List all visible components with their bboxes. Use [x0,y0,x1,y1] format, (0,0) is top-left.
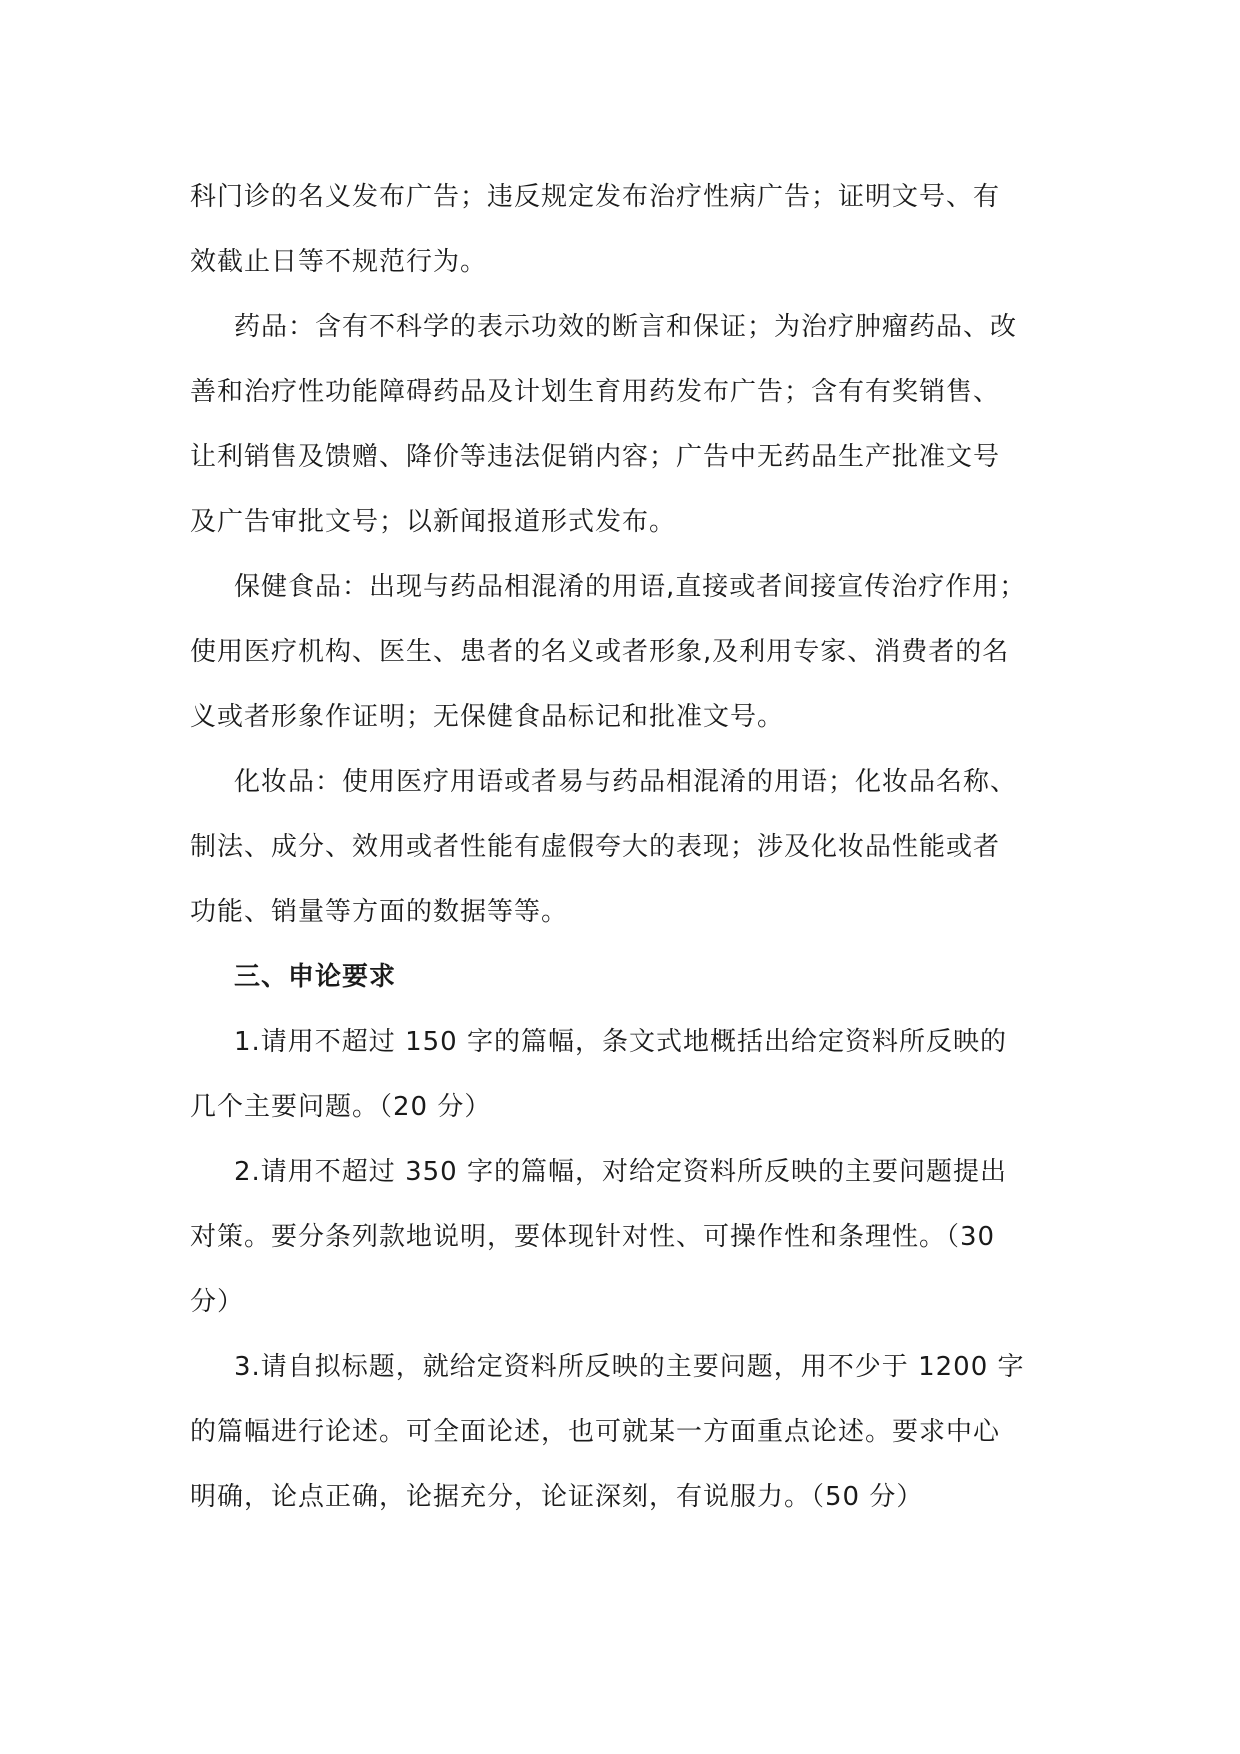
text-line: 功能、销量等方面的数据等等。 [190,897,569,927]
text-line: 药品：含有不科学的表示功效的断言和保证；为治疗肿瘤药品、改 [234,312,1018,342]
text-line: 使用医疗机构、医生、患者的名义或者形象,及利用专家、消费者的名 [190,637,1010,667]
text-line: 的篇幅进行论述。可全面论述，也可就某一方面重点论述。要求中心 [190,1417,1001,1447]
text-line: 分） [190,1287,245,1317]
text-line: 让利销售及馈赠、降价等违法促销内容；广告中无药品生产批准文号 [190,442,1001,472]
text-line: 对策。要分条列款地说明，要体现针对性、可操作性和条理性。（30 [190,1222,996,1252]
text-line: 制法、成分、效用或者性能有虚假夸大的表现；涉及化妆品性能或者 [190,832,1001,862]
text-line: 明确，论点正确，论据充分，论证深刻，有说服力。（50 分） [190,1482,924,1512]
text-line: 1.请用不超过 150 字的篇幅，条文式地概括出给定资料所反映的 [234,1027,1007,1057]
text-line: 保健食品：出现与药品相混淆的用语,直接或者间接宣传治疗作用； [234,572,1027,602]
section-heading: 三、申论要求 [234,962,397,992]
text-line: 几个主要问题。（20 分） [190,1092,492,1122]
text-line: 善和治疗性功能障碍药品及计划生育用药发布广告；含有有奖销售、 [190,377,1001,407]
text-line: 化妆品：使用医疗用语或者易与药品相混淆的用语；化妆品名称、 [234,767,1018,797]
text-line: 科门诊的名义发布广告；违反规定发布治疗性病广告；证明文号、有 [190,182,1001,212]
text-line: 义或者形象作证明；无保健食品标记和批准文号。 [190,702,785,732]
text-line: 效截止日等不规范行为。 [190,247,488,277]
text-line: 3.请自拟标题，就给定资料所反映的主要问题，用不少于 1200 字 [234,1352,1025,1382]
text-line: 2.请用不超过 350 字的篇幅，对给定资料所反映的主要问题提出 [234,1157,1007,1187]
document-body [190,165,1070,1530]
text-line: 及广告审批文号；以新闻报道形式发布。 [190,507,677,537]
